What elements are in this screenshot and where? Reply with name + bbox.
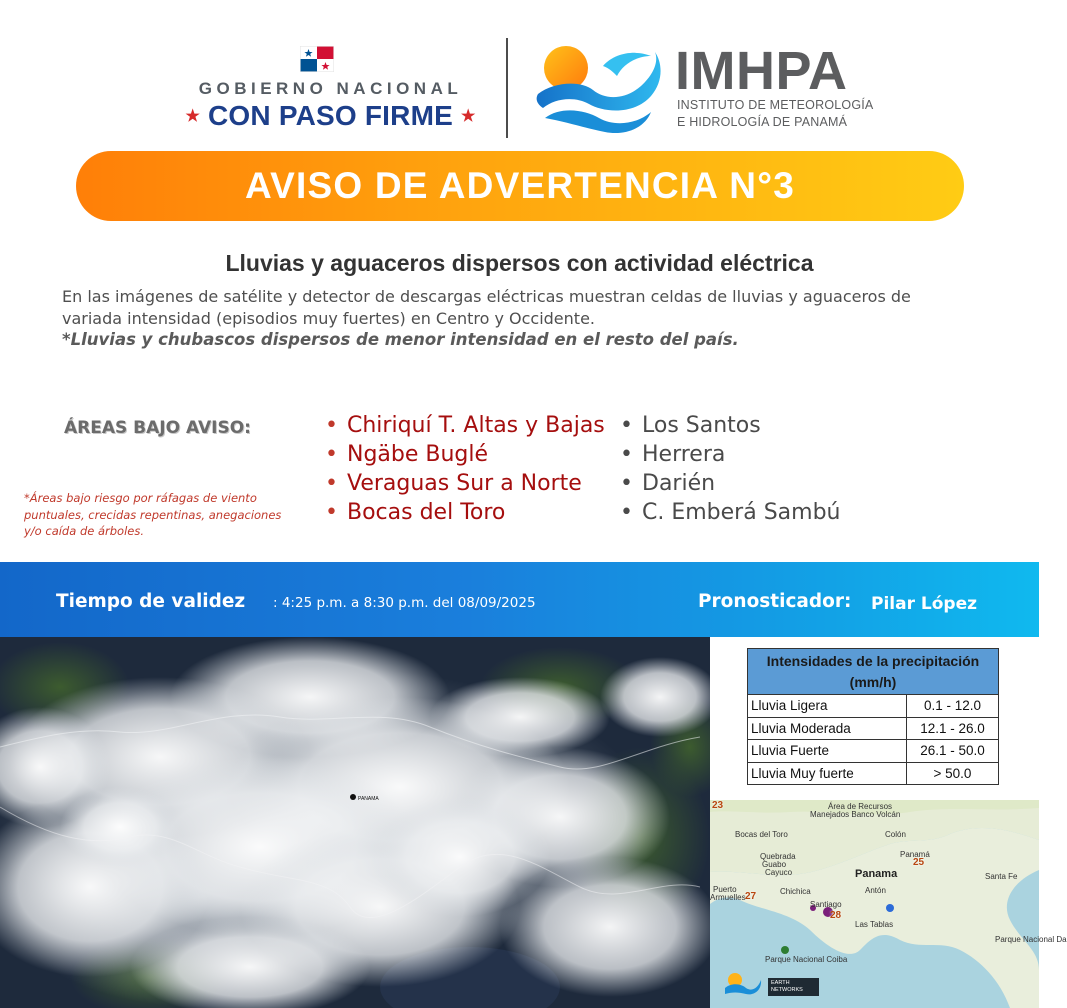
- map-label: Guabo: [762, 860, 787, 869]
- risk-note: *Áreas bajo riesgo por ráfagas de viento puntuales, crecidas repentinas, anegaciones y/o caída de árboles.: [24, 491, 282, 538]
- warning-title: AVISO DE ADVERTENCIA N°3: [244, 165, 796, 206]
- warning-emphasis: *Lluvias y chubascos dispersos de menor intensidad en el resto del país.: [62, 330, 739, 349]
- secondary-areas-list: [620, 411, 920, 527]
- precip-range: 26.1 - 50.0: [907, 740, 999, 763]
- temperature-label: 27: [745, 891, 757, 902]
- temperature-label: 23: [712, 800, 724, 811]
- map-label: Chichica: [780, 887, 811, 896]
- forecaster-label: Pronosticador:: [698, 591, 852, 612]
- area-name: Bocas del Toro: [347, 500, 506, 525]
- bullet-icon: •: [325, 442, 338, 467]
- bullet-icon: •: [620, 471, 633, 496]
- satellite-city-label: PANAMA: [358, 796, 379, 802]
- area-name: Chiriquí T. Altas y Bajas: [347, 413, 605, 438]
- area-name: Darién: [642, 471, 716, 496]
- bullet-icon: •: [620, 500, 633, 525]
- list-item: [325, 411, 615, 440]
- precip-label: Lluvia Ligera: [748, 695, 907, 718]
- map-label: Santiago: [810, 900, 842, 909]
- star-icon: ★: [460, 108, 476, 125]
- bullet-icon: •: [325, 471, 338, 496]
- map-label: Bocas del Toro: [735, 830, 788, 839]
- validity-value: : 4:25 p.m. a 8:30 p.m. del 08/09/2025: [273, 595, 536, 611]
- map-label: Las Tablas: [855, 920, 894, 929]
- map-label: Armuelles: [710, 893, 746, 902]
- list-item: [325, 469, 615, 498]
- precip-range: 12.1 - 26.0: [907, 717, 999, 740]
- list-item: [620, 469, 920, 498]
- header-divider: [506, 38, 508, 138]
- primary-areas-list: [325, 411, 615, 527]
- areas-label: ÁREAS BAJO AVISO:: [64, 418, 251, 438]
- area-name: Veraguas Sur a Norte: [347, 471, 582, 496]
- imhpa-name: IMHPA: [675, 41, 848, 101]
- bullet-icon: •: [325, 500, 338, 525]
- temperature-label: 25: [913, 857, 925, 868]
- map-label: Área de Recursos: [828, 802, 893, 811]
- precip-range: 0.1 - 12.0: [907, 695, 999, 718]
- slogan-text: CON PASO FIRME: [208, 100, 453, 131]
- government-slogan: [178, 100, 483, 132]
- map-label: Santa Fe: [985, 872, 1018, 881]
- map-label: Parque Nacional Da: [995, 935, 1067, 944]
- map-label: Puerto: [713, 885, 737, 894]
- lightning-map: [710, 800, 1067, 1008]
- bullet-icon: •: [620, 442, 633, 467]
- precip-label: Lluvia Moderada: [748, 717, 907, 740]
- warning-banner: [76, 151, 964, 221]
- imhpa-subtitle-line1: INSTITUTO DE METEOROLOGÍA: [677, 98, 874, 112]
- table-header: Intensidades de la precipitación (mm/h): [748, 649, 999, 695]
- list-item: [620, 498, 920, 527]
- map-label: Panamá: [900, 850, 930, 859]
- map-label: Cayuco: [765, 868, 793, 877]
- list-item: [620, 411, 920, 440]
- area-name: Ngäbe Buglé: [347, 442, 489, 467]
- imhpa-wave-sun-icon: [533, 42, 663, 134]
- map-label: Panama: [855, 868, 898, 880]
- temperature-label: 28: [830, 910, 842, 921]
- validity-bar: [0, 562, 1039, 637]
- satellite-image: [0, 637, 710, 1008]
- table-row: [748, 740, 999, 763]
- table-row: [748, 717, 999, 740]
- table-row: [748, 762, 999, 785]
- bullet-icon: •: [325, 413, 338, 438]
- panama-flag-icon: [300, 46, 334, 72]
- star-icon: ★: [185, 108, 201, 125]
- government-logo: [178, 44, 483, 140]
- forecaster-name: Pilar López: [871, 594, 977, 614]
- imhpa-subtitle-line2: E HIDROLOGÍA DE PANAMÁ: [677, 115, 848, 129]
- warning-description: En las imágenes de satélite y detector de descargas eléctricas muestran celdas de lluvias y aguaceros de variada intensidad (episodios muy fuertes) en Centro y Occidente.: [62, 287, 911, 328]
- validity-label: Tiempo de validez: [56, 591, 246, 612]
- map-label: Colón: [885, 830, 906, 839]
- earth-networks-badge: EARTH NETWORKS: [768, 978, 819, 996]
- table-row: [748, 695, 999, 718]
- precip-label: Lluvia Fuerte: [748, 740, 907, 763]
- warning-headline: Lluvias y aguaceros dispersos con actividad eléctrica: [225, 250, 814, 276]
- list-item: [325, 498, 615, 527]
- list-item: [620, 440, 920, 469]
- area-name: Los Santos: [642, 413, 761, 438]
- map-label: Parque Nacional Coiba: [765, 955, 848, 964]
- imhpa-small-logo-icon: [724, 972, 762, 998]
- map-label: Quebrada: [760, 852, 796, 861]
- list-item: [325, 440, 615, 469]
- bullet-icon: •: [620, 413, 633, 438]
- area-name: Herrera: [642, 442, 726, 467]
- precip-label: Lluvia Muy fuerte: [748, 762, 907, 785]
- map-label: Antón: [865, 886, 886, 895]
- map-label: Manejados Banco Volcán: [810, 810, 901, 819]
- precipitation-table: [747, 648, 999, 785]
- precip-range: > 50.0: [907, 762, 999, 785]
- area-name: C. Emberá Sambú: [642, 500, 841, 525]
- government-title: GOBIERNO NACIONAL: [198, 79, 463, 98]
